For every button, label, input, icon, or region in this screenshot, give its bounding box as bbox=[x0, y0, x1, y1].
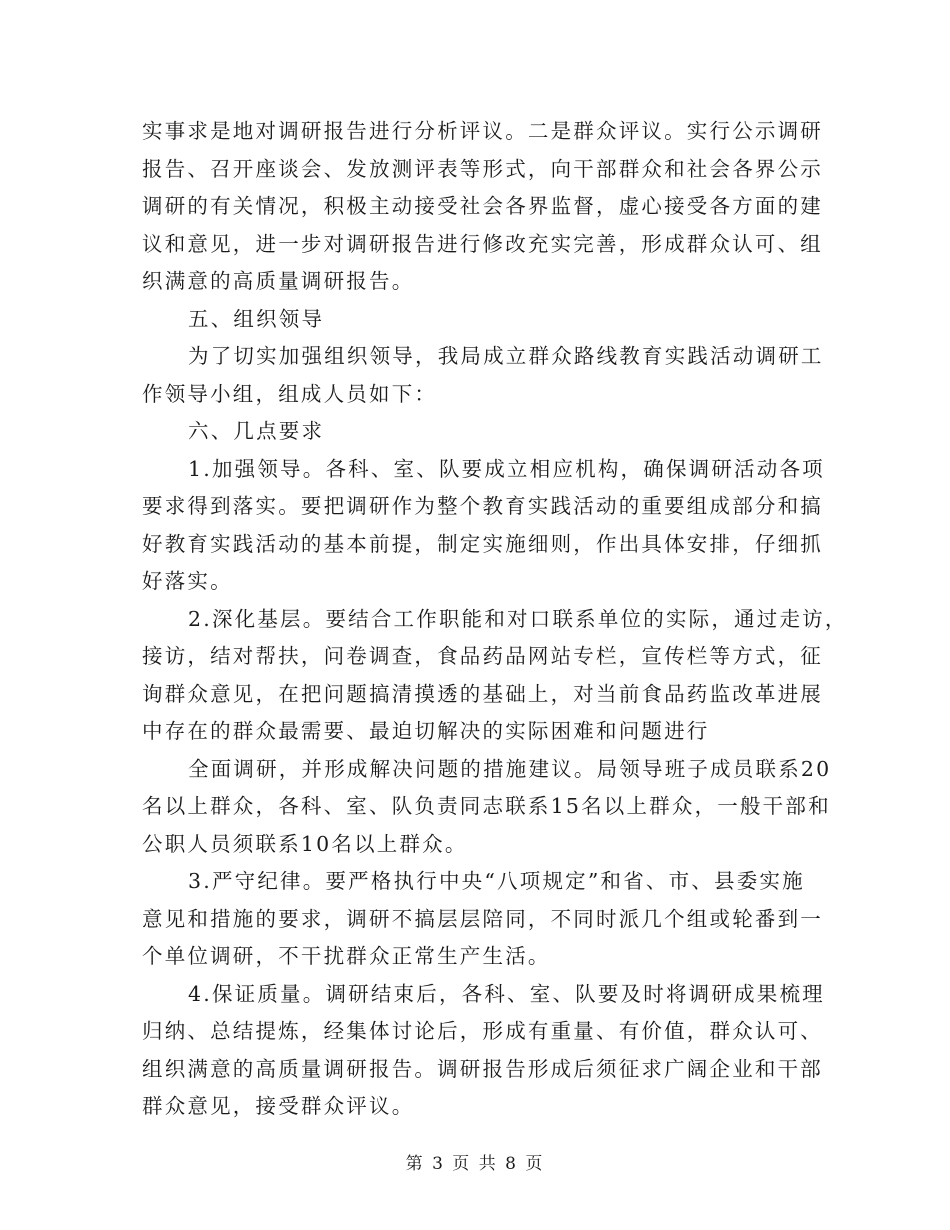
text-line: 个单位调研，不干扰群众正常生产生活。 bbox=[142, 944, 551, 968]
text-line: 4.保证质量。调研结束后，各科、室、队要及时将调研成果梳理 bbox=[188, 981, 825, 1006]
text-line: 群众意见，接受群众评议。 bbox=[142, 1094, 415, 1118]
text-line: 名以上群众，各科、室、队负责同志联系15名以上群众，一般干部和 bbox=[142, 794, 831, 818]
text-line: 组织满意的高质量调研报告。调研报告形成后须征求广阔企业和干部 bbox=[142, 1056, 823, 1081]
text-line: 全面调研，并形成解决问题的措施建议。局领导班子成员联系20 bbox=[188, 756, 832, 781]
text-line: 调研的有关情况，积极主动接受社会各界监督，虚心接受各方面的建 bbox=[142, 194, 823, 218]
text-line: 为了切实加强组织领导，我局成立群众路线教育实践活动调研工 bbox=[188, 344, 824, 368]
text-line: 接访，结对帮扶，问卷调查，食品药品网站专栏，宣传栏等方式，征 bbox=[142, 644, 823, 668]
text-line: 作领导小组，组成人员如下： bbox=[142, 381, 438, 406]
text-line: 织满意的高质量调研报告。 bbox=[142, 269, 415, 293]
text-line: 中存在的群众最需要、最迫切解决的实际困难和问题进行 bbox=[142, 719, 710, 743]
page-footer: 第 3 页 共 8 页 bbox=[405, 1154, 545, 1174]
text-line: 报告、召开座谈会、发放测评表等形式，向干部群众和社会各界公示 bbox=[142, 156, 823, 181]
text-line: 公职人员须联系10名以上群众。 bbox=[142, 831, 468, 856]
text-line: 议和意见，进一步对调研报告进行修改充实完善，形成群众认可、组 bbox=[142, 231, 823, 256]
text-line: 好教育实践活动的基本前提，制定实施细则，作出具体安排，仔细抓 bbox=[142, 531, 823, 556]
text-line: 五、组织领导 bbox=[188, 306, 325, 331]
document-body bbox=[142, 113, 848, 1126]
text-line: 实事求是地对调研报告进行分析评议。二是群众评议。实行公示调研 bbox=[142, 119, 823, 143]
text-line: 1.加强领导。各科、室、队要成立相应机构，确保调研活动各项 bbox=[188, 456, 825, 481]
text-line: 意见和措施的要求，调研不搞层层陪同，不同时派几个组或轮番到一 bbox=[142, 906, 823, 931]
text-line: 好落实。 bbox=[142, 569, 233, 593]
text-line: 3.严守纪律。要严格执行中央“八项规定”和省、市、县委实施 bbox=[188, 869, 805, 893]
text-line: 要求得到落实。要把调研作为整个教育实践活动的重要组成部分和搞 bbox=[142, 494, 823, 518]
text-line: 2.深化基层。要结合工作职能和对口联系单位的实际，通过走访， bbox=[188, 606, 848, 631]
text-line: 询群众意见，在把问题搞清摸透的基础上，对当前食品药监改革进展 bbox=[142, 681, 823, 706]
text-line: 归纳、总结提炼，经集体讨论后，形成有重量、有价值，群众认可、 bbox=[142, 1019, 823, 1043]
text-line: 六、几点要求 bbox=[188, 419, 325, 443]
